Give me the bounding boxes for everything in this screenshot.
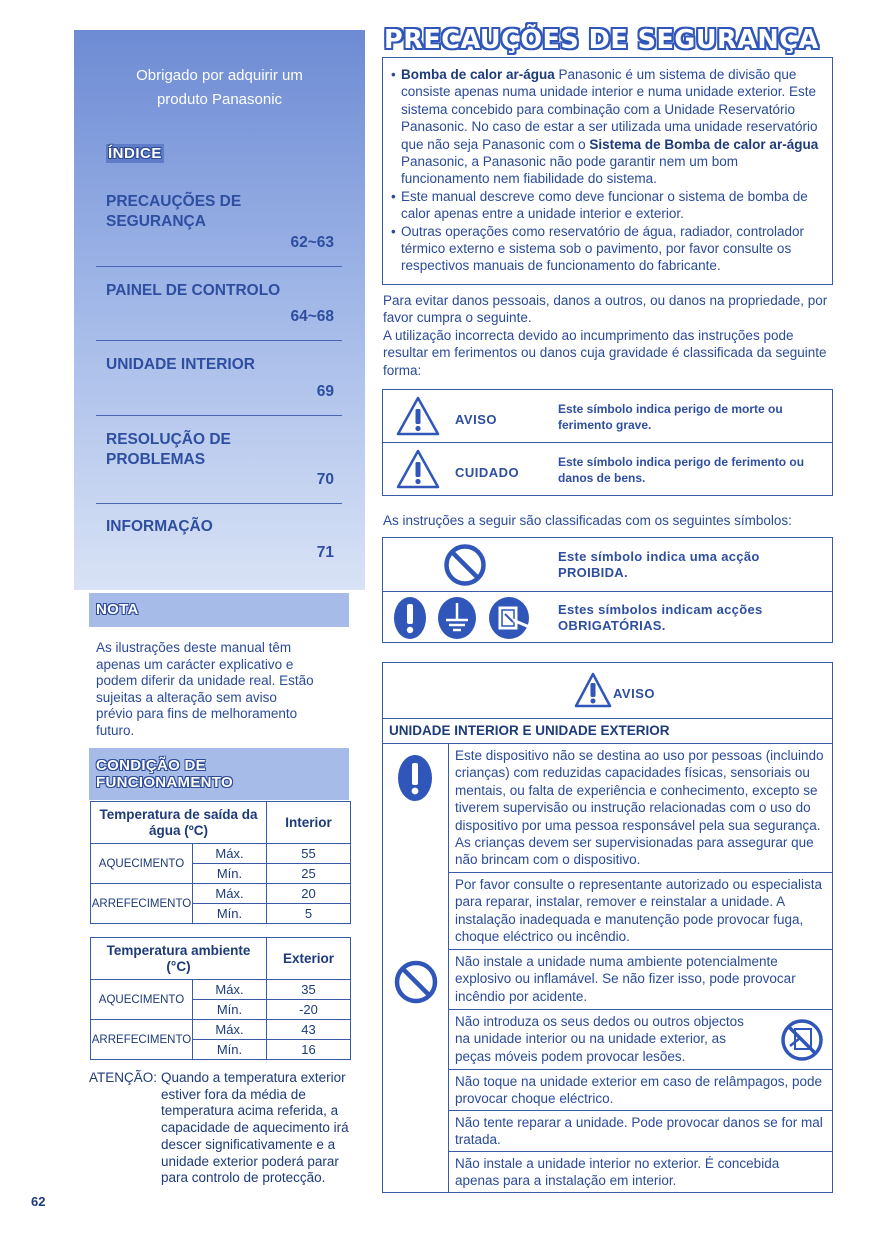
symbols-table (382, 537, 833, 643)
prohibited-icon (393, 959, 439, 1005)
toc-label: UNIDADE INTERIOR (106, 356, 255, 373)
toc-label: PRECAUÇÕES DE SEGURANÇA (106, 193, 242, 230)
bullet-item (391, 223, 824, 275)
prohibited-icon (443, 543, 487, 587)
warning-word: AVISO (455, 412, 497, 427)
mandatory-description (558, 602, 763, 634)
limit-label: Máx. (193, 884, 267, 904)
prohibited-item-text: Não introduza os seus dedos ou outros objectos na unidade interior ou na unidade exterior, as peças móveis podem provocar lesões. (455, 1014, 744, 1064)
warning-box-subtitle: UNIDADE INTERIOR E UNIDADE EXTERIOR (383, 719, 832, 744)
mandatory-description-line-2: OBRIGATÓRIAS. (558, 618, 666, 633)
page-number: 62 (31, 1194, 46, 1209)
value-cell: 35 (267, 980, 351, 1000)
exclamation-mandatory-icon (397, 754, 433, 802)
exclamation-mandatory-icon (393, 596, 427, 640)
prohibited-item: Não instale a unidade numa ambiente potencialmente explosivo ou inflamável. Se não fizer isso, pode provocar incêndio por acidente. (449, 950, 832, 1010)
warning-triangle-icon (573, 671, 613, 709)
value-cell: 25 (267, 864, 351, 884)
value-cell: 16 (267, 1040, 351, 1060)
bullet-item (391, 188, 824, 223)
limit-label: Mín. (193, 1000, 267, 1020)
mode-cell: ARREFECIMENTO (91, 1020, 193, 1060)
nota-title: NOTA (96, 601, 139, 618)
attention-label: ATENÇÃO: (89, 1070, 158, 1085)
mandatory-row (383, 592, 832, 643)
bold-term: Sistema de Bomba de calor ar-água (589, 136, 819, 152)
warning-triangle-icon (395, 395, 441, 437)
prohibited-row (383, 538, 832, 592)
attention-text: Quando a temperatura exterior estiver fora da média de temperatura acima referida, a capacidade de aquecimento irá descer significativamente e a unidade exterior poderá parar para controlo de protecção. (161, 1070, 349, 1186)
unplug-icon (487, 596, 539, 640)
toc-page: 69 (316, 383, 334, 400)
bold-term: Bomba de calor ar-água (401, 67, 555, 82)
thanks-line-1: Obrigado por adquirir um (136, 67, 303, 84)
limit-label: Mín. (193, 1040, 267, 1060)
value-cell: 5 (267, 904, 351, 924)
thanks-line-2: produto Panasonic (156, 91, 283, 108)
prohibited-description-line-1: Este símbolo indica uma acção (558, 549, 760, 564)
toc-item-control-panel[interactable] (96, 281, 342, 341)
toc-divider (96, 503, 342, 504)
toc-divider (96, 266, 342, 267)
caution-triangle-icon (395, 448, 441, 490)
toc-panel (74, 30, 365, 590)
index-title: ÍNDICE (108, 145, 162, 162)
limit-label: Máx. (193, 844, 267, 864)
toc-label: PAINEL DE CONTROLO (106, 282, 281, 299)
toc-divider (96, 340, 342, 341)
table-column-header: Interior (267, 802, 351, 844)
toc-page: 64~68 (290, 308, 334, 325)
limit-label: Máx. (193, 980, 267, 1000)
nota-header (89, 593, 349, 627)
mode-cell: ARREFECIMENTO (91, 884, 193, 924)
bullet-text: Este manual descreve como deve funcionar o sistema de bomba de calor apenas entre a unidade interior e exterior. (401, 188, 808, 222)
prohibited-item (449, 1010, 832, 1070)
limit-label: Mín. (193, 864, 267, 884)
nota-text: As ilustrações deste manual têm apenas um carácter explicativo e podem diferir da unidade real. Estão sujeitas a alteração sem aviso prévio para fins de melhoramento futuro. (96, 640, 314, 738)
toc-item-information[interactable] (96, 517, 342, 567)
mode-cell: AQUECIMENTO (91, 980, 193, 1020)
prohibited-item: Não toque na unidade exterior em caso de relâmpagos, pode provocar choque eléctrico. (449, 1070, 832, 1111)
toc-item-indoor-unit[interactable] (96, 355, 342, 415)
mandatory-item: Por favor consulte o representante autorizado ou especialista para reparar, instalar, remover e reinstalar a unidade. A instalação inadequada e manutenção pode provocar fuga, choque eléctrico ou incêndio. (449, 873, 832, 950)
severity-table (382, 389, 833, 496)
toc-divider (96, 415, 342, 416)
table-column-header: Exterior (267, 938, 351, 980)
toc-item-safety[interactable] (96, 192, 342, 266)
bullet-text: Panasonic é um sistema de divisão que consiste apenas numa unidade interior e numa unidade exterior. Este sistema concebido para combinação com a Unidade Reservatório Panasonic. No caso de estar a ser utilizada uma unidade reservatório que não seja Panasonic com o (401, 67, 818, 152)
toc-label: RESOLUÇÃO DE PROBLEMAS (106, 431, 231, 468)
earth-ground-icon (437, 596, 477, 640)
caution-description: Este símbolo indica perigo de ferimento ou danos de bens. (558, 455, 805, 485)
mandatory-description-line-1: Estes símbolos indicam acções (558, 602, 763, 617)
prohibited-item: Não instale a unidade interior no exterior. É concebida apenas para a instalação em interior. (455, 1156, 780, 1189)
toc-page: 71 (316, 544, 334, 561)
table-header: Temperatura de saída da água (ºC) (91, 802, 267, 844)
prohibited-item: Não tente reparar a unidade. Pode provocar danos se for mal tratada. (449, 1111, 832, 1152)
thanks-message (74, 64, 365, 112)
warning-description: Este símbolo indica perigo de morte ou ferimento grave. (558, 402, 783, 432)
toc-item-troubleshooting[interactable] (96, 430, 342, 505)
table-header: Temperatura ambiente (°C) (91, 938, 267, 980)
value-cell: -20 (267, 1000, 351, 1020)
prohibited-description (558, 549, 760, 581)
caution-word: CUIDADO (455, 465, 520, 480)
severity-row-caution (383, 443, 832, 496)
intro-paragraph-2: A utilização incorrecta devido ao incumprimento das instruções pode resultar em ferimentos ou danos cuja gravidade é classificada da seguinte forma: (383, 328, 827, 378)
bullet-item (391, 66, 824, 188)
conditions-title-line-2: FUNCIONAMENTO (96, 774, 233, 791)
bullet-text: Panasonic, a Panasonic não pode garantir nem um bom funcionamento nem fiabilidade do sistema. (401, 154, 738, 187)
warning-box-header (383, 663, 832, 719)
page-title: PRECAUÇÕES DE SEGURANÇA (384, 25, 819, 55)
value-cell: 20 (267, 884, 351, 904)
toc-label: INFORMAÇÃO (106, 518, 213, 535)
intro-paragraph-1: Para evitar danos pessoais, danos a outros, ou danos na propriedade, por favor cumpra o seguinte. (383, 293, 828, 326)
prohibited-description-line-2: PROIBIDA. (558, 565, 628, 580)
warning-box (382, 662, 833, 1193)
symbols-intro: As instruções a seguir são classificadas com os seguintes símbolos: (383, 513, 792, 528)
mode-cell: AQUECIMENTO (91, 844, 193, 884)
conditions-title-line-1: CONDIÇÃO DE (96, 757, 206, 774)
water-temperature-table (90, 801, 351, 924)
warning-box-title: AVISO (613, 686, 655, 701)
mandatory-item: Este dispositivo não se destina ao uso por pessoas (incluindo crianças) com reduzidas capacidades físicas, sensoriais ou mentais, ou falta de experiência e conhecimento, excepto se tiverem supervisão ou instrução relacionadas com o uso do dispositivo por uma pessoa responsável pela sua segurança. As crianças devem ser supervisionadas para assegurar que não brincam com o dispositivo. (449, 744, 832, 873)
toc-page: 70 (316, 471, 334, 488)
bullet-text: Outras operações como reservatório de água, radiador, controlador térmico externo e sistema sob o pavimento, por favor consulte os respectivos manuais de funcionamento do fabricante. (401, 223, 804, 274)
limit-label: Máx. (193, 1020, 267, 1040)
toc-page: 62~63 (290, 234, 334, 251)
ambient-temperature-table (90, 937, 351, 1060)
value-cell: 55 (267, 844, 351, 864)
conditions-header (89, 748, 349, 800)
severity-row-warning (383, 390, 832, 443)
no-fingers-icon (778, 1018, 826, 1062)
limit-label: Mín. (193, 904, 267, 924)
intro-box (382, 57, 833, 285)
value-cell: 43 (267, 1020, 351, 1040)
